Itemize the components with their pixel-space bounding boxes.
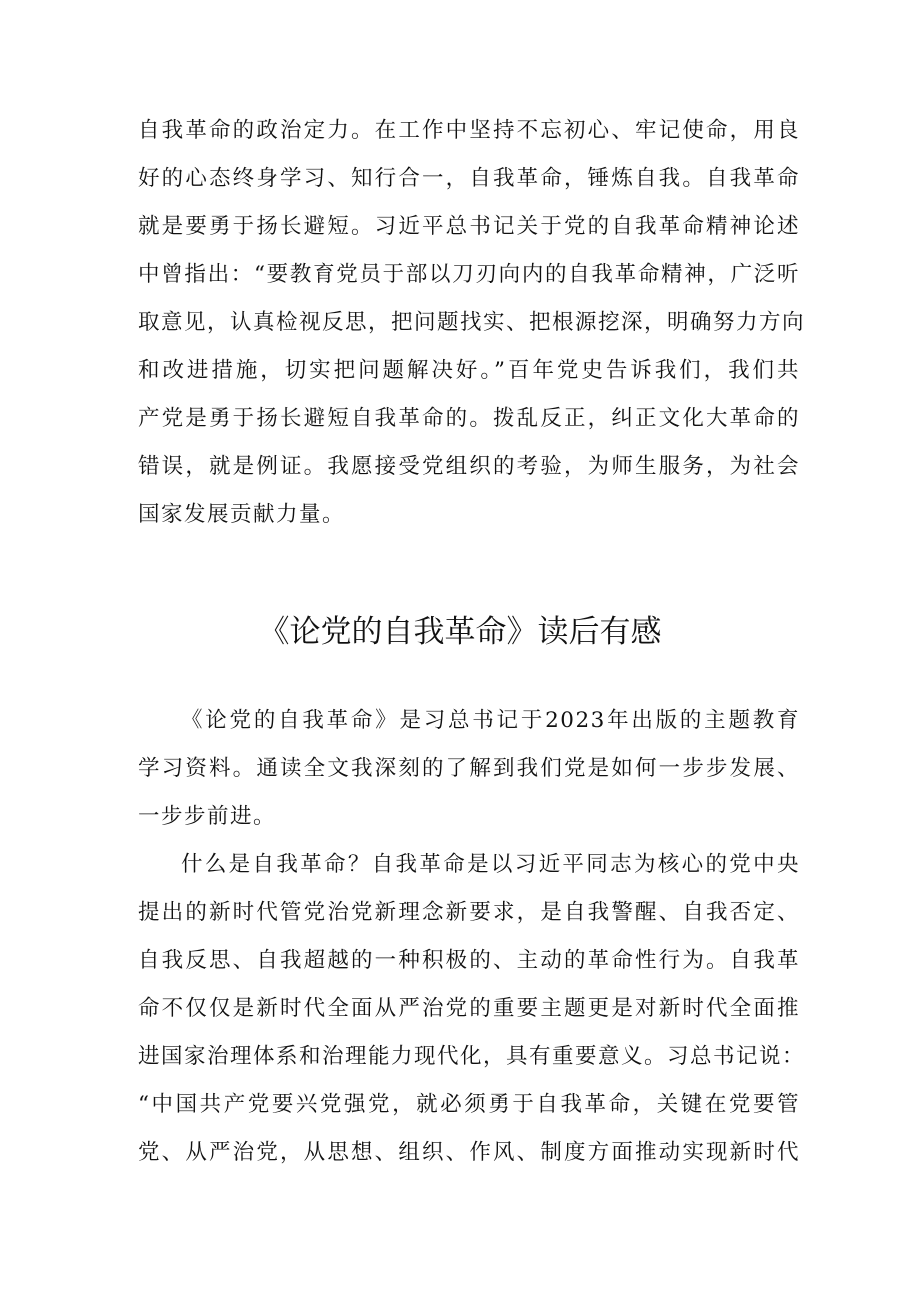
text-line: 学习资料。通读全文我深刻的了解到我们党是如何一步步发展、: [138, 756, 800, 781]
text-line: 党、从严治党，从思想、组织、作风、制度方面推动实现新时代: [138, 1140, 800, 1165]
text-line: 进国家治理体系和治理能力现代化，具有重要意义。习总书记说：: [138, 1044, 806, 1069]
text-line: 自我反思、自我超越的一种积极的、主动的革命性行为。自我革: [138, 948, 800, 973]
text-line: 一步步前进。: [138, 804, 277, 829]
text-line: 产党是勇于扬长避短自我革命的。拨乱反正，纠正文化大革命的: [138, 406, 800, 431]
article-title: 《论党的自我革命》读后有感: [258, 614, 662, 650]
text-line: 国家发展贡献力量。: [138, 502, 346, 527]
text-line: 《论党的自我革命》是习总书记于2023年出版的主题教育: [181, 708, 800, 733]
text-line: “中国共产党要兴党强党，就必须勇于自我革命，关键在党要管: [138, 1092, 800, 1117]
text-line: 取意见，认真检视反思，把问题找实、把根源挖深，明确努力方向: [138, 310, 806, 335]
text-line: 错误，就是例证。我愿接受党组织的考验，为师生服务，为社会: [138, 454, 800, 479]
text-line: 什么是自我革命？自我革命是以习近平同志为核心的党中央: [181, 852, 800, 877]
text-line: 命不仅仅是新时代全面从严治党的重要主题更是对新时代全面推: [138, 996, 800, 1021]
continuation-paragraph: [138, 107, 806, 539]
text-line: 中曾指出：“要教育党员于部以刀刃向内的自我革命精神，广泛听: [138, 262, 800, 287]
text-line: 提出的新时代管党治党新理念新要求，是自我警醒、自我否定、: [138, 900, 800, 925]
article-body: [138, 697, 806, 1177]
text-line: 和改进措施，切实把问题解决好。”百年党史告诉我们，我们共: [138, 358, 800, 383]
text-line: 就是要勇于扬长避短。习近平总书记关于党的自我革命精神论述: [138, 214, 800, 239]
text-line: 自我革命的政治定力。在工作中坚持不忘初心、牢记使命，用良: [138, 118, 800, 143]
text-line: 好的心态终身学习、知行合一，自我革命，锤炼自我。自我革命: [138, 166, 800, 191]
